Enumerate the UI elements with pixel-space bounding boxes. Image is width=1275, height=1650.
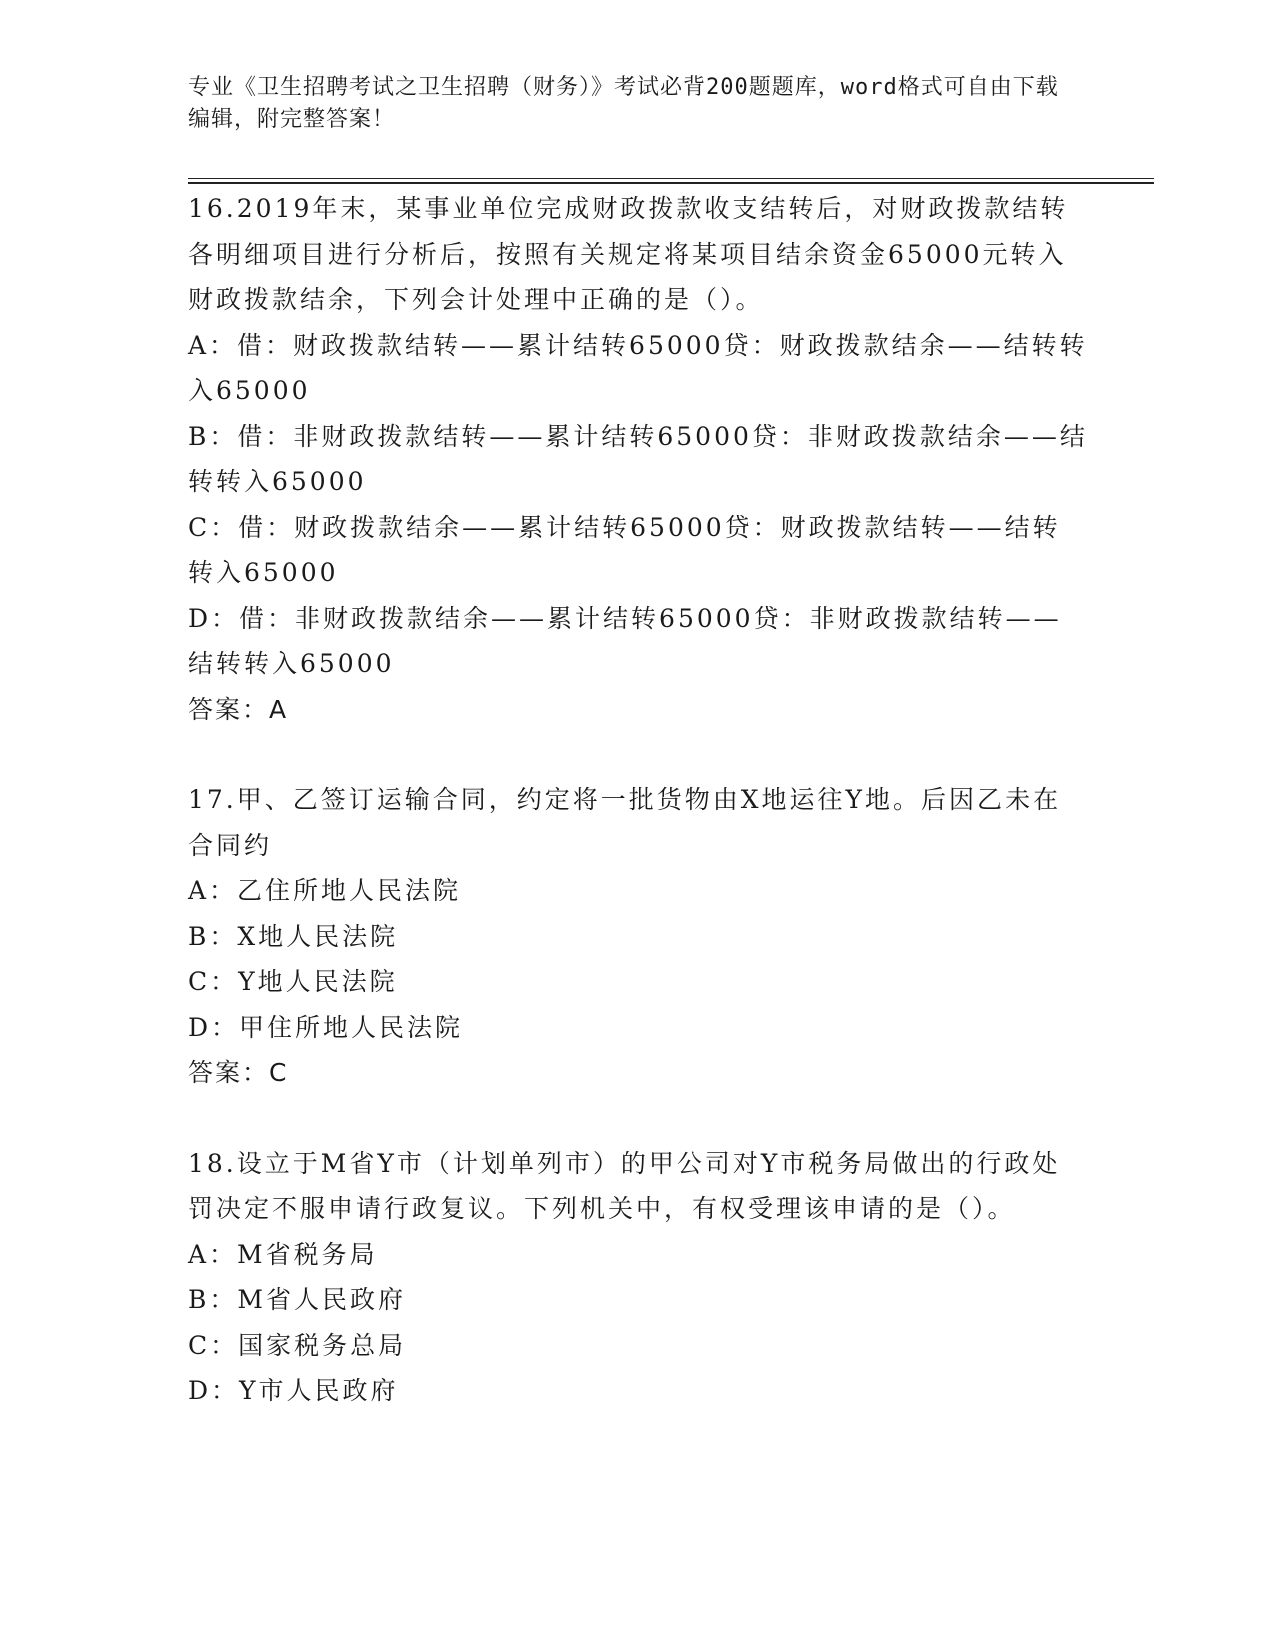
option-c: C：Y地人民法院 (188, 967, 398, 996)
option-d: D：Y市人民政府 (188, 1376, 399, 1405)
question-text: 17.甲、乙签订运输合同，约定将一批货物由X地运往Y地。后因乙未在合同约 (188, 785, 1062, 860)
answer-label: 答案：A (188, 694, 289, 724)
question-18 (188, 1141, 1088, 1414)
option-c: C：借：财政拨款结余——累计结转65000贷：财政拨款结转——结转转入65000 (188, 512, 1061, 587)
option-d: D：借：非财政拨款结余——累计结转65000贷：非财政拨款结转——结转转入65000 (188, 603, 1062, 678)
question-16 (188, 186, 1088, 732)
option-c: C：国家税务总局 (188, 1330, 407, 1360)
option-a: A：M省税务局 (188, 1239, 378, 1269)
question-list (188, 186, 1088, 1414)
option-b: B：M省人民政府 (188, 1285, 406, 1314)
option-b: B：借：非财政拨款结转——累计结转65000贷：非财政拨款结余——结转转入65000 (188, 421, 1088, 496)
option-d: D：甲住所地人民法院 (188, 1012, 464, 1042)
document-intro: 专业《卫生招聘考试之卫生招聘（财务）》考试必背200题题库，word格式可自由下载编辑，附完整答案！ (188, 75, 1059, 132)
question-text: 16.2019年末，某事业单位完成财政拨款收支结转后，对财政拨款结转各明细项目进行分析后，按照有关规定将某项目结余资金65000元转入财政拨款结余，下列会计处理中正确的是（）。 (188, 194, 1069, 314)
answer-label: 答案：C (188, 1058, 289, 1087)
header-divider (188, 178, 1154, 184)
question-text: 18.设立于M省Y市（计划单列市）的甲公司对Y市税务局做出的行政处罚决定不服申请行政复议。下列机关中，有权受理该申请的是（）。 (188, 1148, 1061, 1223)
option-b: B：X地人民法院 (188, 921, 399, 951)
option-a: A：乙住所地人民法院 (188, 876, 462, 905)
option-a: A：借：财政拨款结转——累计结转65000贷：财政拨款结余——结转转入65000 (188, 330, 1088, 405)
question-17 (188, 777, 1088, 1096)
